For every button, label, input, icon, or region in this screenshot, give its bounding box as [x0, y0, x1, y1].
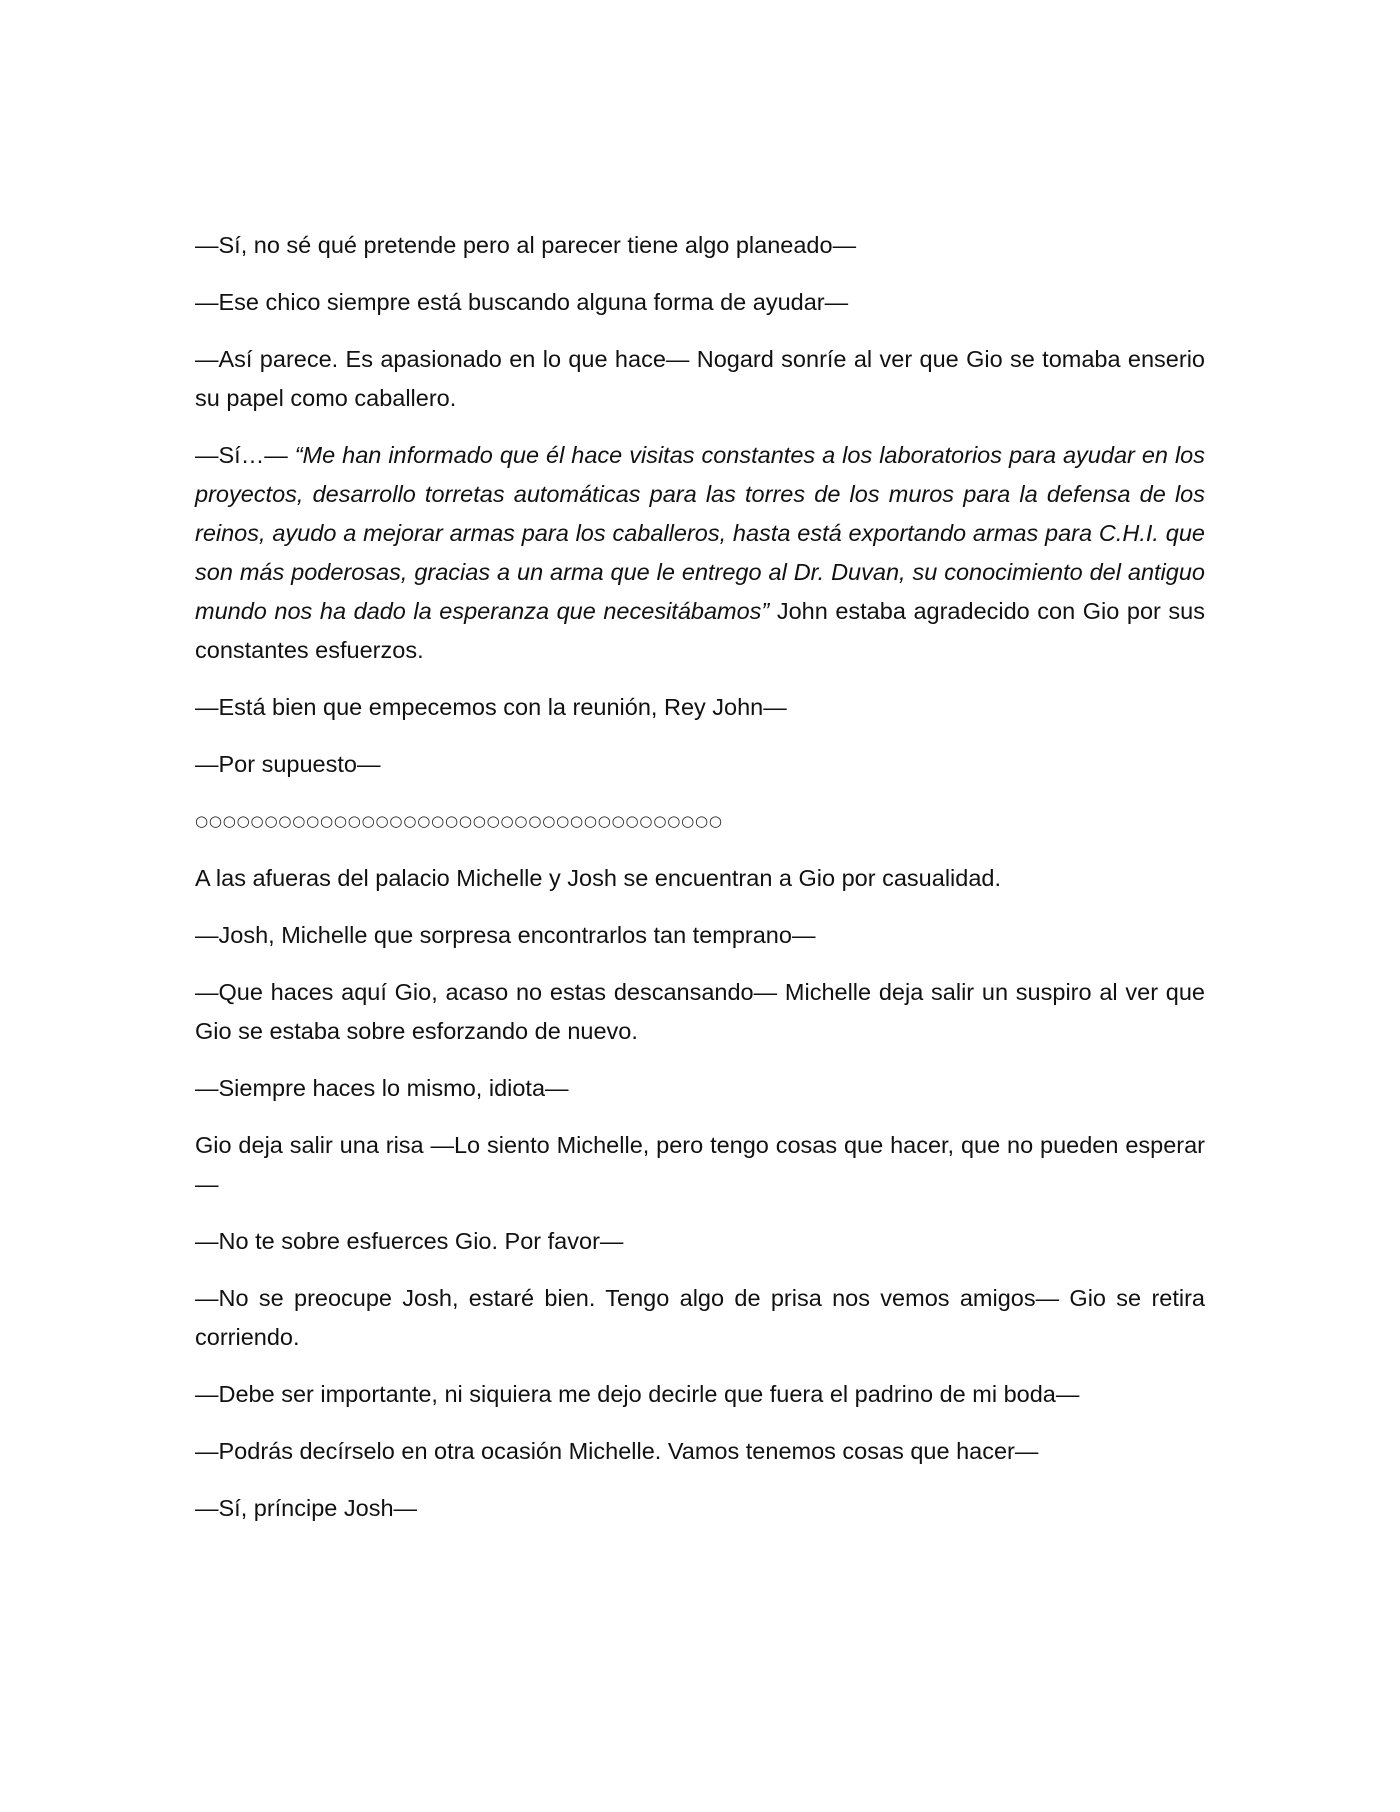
narration-tail: John estaba agradecido con Gio por sus constantes esfuerzos.: [195, 598, 1205, 663]
italic-thought: “Me han informado que él hace visitas constantes a los laboratorios para ayudar en los proyectos, desarrollo torretas automáticas para las torres de los muros para la defensa de los reinos, ayudo a mejorar armas para los caballeros, hasta está exportando armas para C.H.I. que son más poderosas, gracias a un arma que le entrego al Dr. Duvan, su conocimiento del antiguo mundo nos ha dado la esperanza que necesitábamos”: [195, 442, 1205, 624]
document-page: [195, 226, 1205, 1546]
paragraph: —Por supuesto—: [195, 751, 381, 777]
paragraph-with-thought: [195, 436, 1205, 670]
paragraph: —Que haces aquí Gio, acaso no estas descansando— Michelle deja salir un suspiro al ver que Gio se estaba sobre esforzando de nuevo.: [195, 979, 1205, 1044]
paragraph: —Siempre haces lo mismo, idiota—: [195, 1075, 569, 1101]
dialogue-lead: —Sí…—: [195, 442, 295, 468]
paragraph: —Debe ser importante, ni siquiera me dejo decirle que fuera el padrino de mi boda—: [195, 1381, 1080, 1407]
paragraph: —Josh, Michelle que sorpresa encontrarlos tan temprano—: [195, 922, 816, 948]
paragraph: —Sí, no sé qué pretende pero al parecer tiene algo planeado—: [195, 232, 857, 258]
paragraph: A las afueras del palacio Michelle y Josh se encuentran a Gio por casualidad.: [195, 865, 1001, 891]
paragraph: —No te sobre esfuerces Gio. Por favor—: [195, 1228, 624, 1254]
paragraph: —Sí, príncipe Josh—: [195, 1495, 418, 1521]
paragraph: —Podrás decírselo en otra ocasión Michelle. Vamos tenemos cosas que hacer—: [195, 1438, 1039, 1464]
scene-separator: ○○○○○○○○○○○○○○○○○○○○○○○○○○○○○○○○○○○○○○: [195, 812, 723, 830]
paragraph: —Así parece. Es apasionado en lo que hace— Nogard sonríe al ver que Gio se tomaba enserio su papel como caballero.: [195, 346, 1205, 411]
paragraph: —Ese chico siempre está buscando alguna forma de ayudar—: [195, 289, 849, 315]
paragraph: Gio deja salir una risa —Lo siento Michelle, pero tengo cosas que hacer, que no pueden esperar—: [195, 1132, 1205, 1197]
paragraph: —No se preocupe Josh, estaré bien. Tengo algo de prisa nos vemos amigos— Gio se retira corriendo.: [195, 1285, 1205, 1350]
paragraph: —Está bien que empecemos con la reunión, Rey John—: [195, 694, 787, 720]
